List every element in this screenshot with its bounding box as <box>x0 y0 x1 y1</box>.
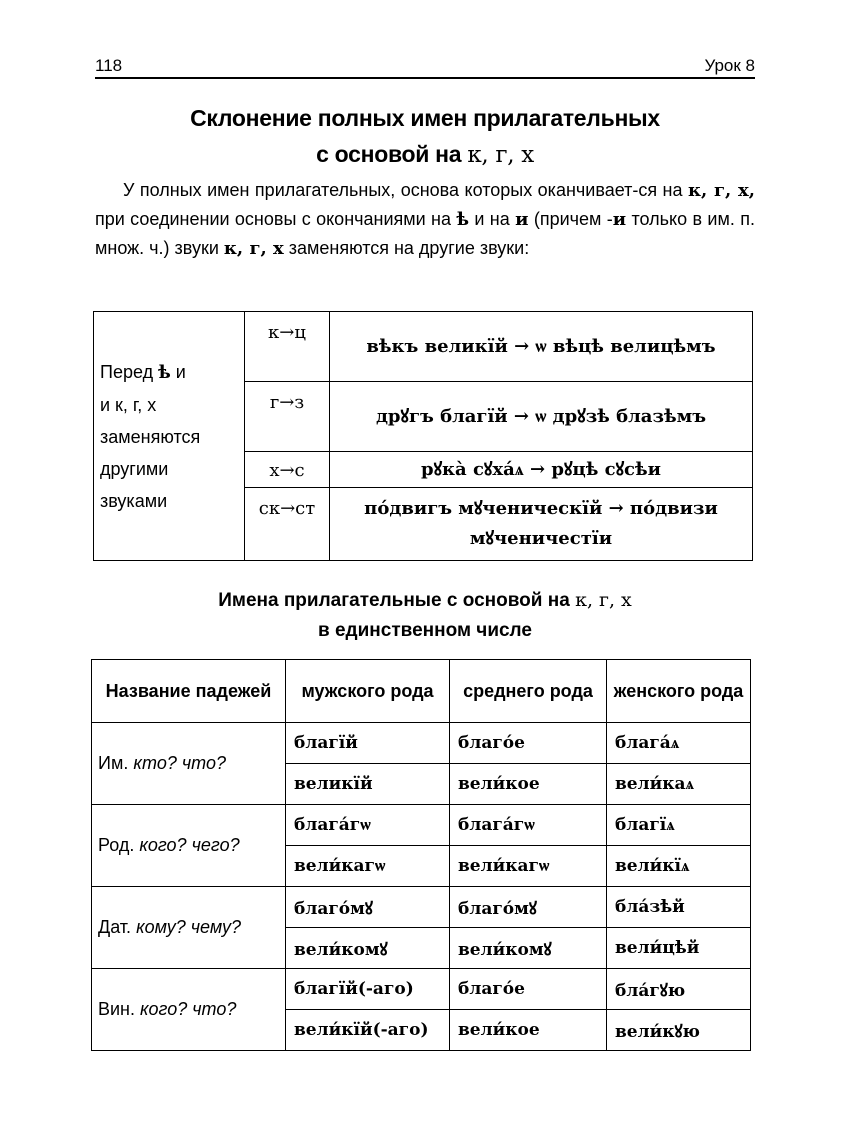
subtitle-line-2: в единственном числе <box>318 620 532 641</box>
intro-i: и <box>515 209 529 230</box>
section-subtitle <box>95 585 755 646</box>
intro-paragraph <box>95 176 755 263</box>
page-title <box>95 100 755 173</box>
table-row <box>92 723 751 764</box>
form-cell: вели́кꙋю <box>607 1010 751 1051</box>
table-row <box>92 887 751 928</box>
header-rule <box>95 77 755 79</box>
form-cell: благїй <box>286 723 450 764</box>
form-cell: вели́кое <box>450 1010 607 1051</box>
sound-pair: ск→ст <box>245 488 330 561</box>
intro-text-3: и на <box>474 209 510 229</box>
header-row <box>92 660 751 723</box>
lead-sounds: звуками <box>100 490 168 511</box>
sound-pair: г→з <box>245 382 330 452</box>
title-line-2: с основой на <box>316 141 462 167</box>
intro-letters-1: к, г, х, <box>687 180 755 201</box>
form-cell: вели́кїй(-аго) <box>286 1010 450 1051</box>
header-case: Название падежей <box>92 660 286 723</box>
intro-text-1: У полных имен прилагательных, основа которых оканчивает-ся на <box>123 180 683 200</box>
sound-pair: х→с <box>245 452 330 488</box>
form-cell: вели́каѧ <box>607 764 751 805</box>
example-cell: по́двигъ мꙋченическїй → по́двизи мꙋченичестїи <box>330 488 753 561</box>
form-cell: вели́кагѡ <box>286 846 450 887</box>
case-question: кто? что? <box>133 753 226 773</box>
form-cell: благо́е <box>450 723 607 764</box>
intro-i-2: и <box>612 209 627 230</box>
case-name: Род. <box>98 835 135 855</box>
example-cell: дрꙋгъ благїй → ѡ дрꙋзѣ блазѣмъ <box>330 382 753 452</box>
form-cell: бла́гꙋю <box>607 969 751 1010</box>
lead-other: другими <box>100 458 169 479</box>
sound-pair: к→ц <box>245 312 330 382</box>
lead-word: Перед <box>100 361 154 382</box>
form-cell: благо́мꙋ <box>450 887 607 928</box>
intro-text-2: при соединении основы с окончаниями на <box>95 209 452 229</box>
form-cell: благо́мꙋ <box>286 887 450 928</box>
header-neuter: среднего рода <box>450 660 607 723</box>
form-cell: блага́ѧ <box>607 723 751 764</box>
form-cell: блага́гѡ <box>450 805 607 846</box>
case-dative <box>92 887 286 969</box>
title-line-1: Склонение полных имен прилагательных <box>190 105 660 131</box>
case-name: Дат. <box>98 917 132 937</box>
declension-table <box>91 659 751 1051</box>
intro-text-4: (причем - <box>533 209 613 229</box>
form-cell: великїй <box>286 764 450 805</box>
intro-letters-2: к, г, х <box>223 238 284 259</box>
lead-yat: ѣ <box>158 361 171 383</box>
running-head <box>95 52 755 76</box>
rule-description <box>94 312 245 561</box>
form-cell: благїѧ <box>607 805 751 846</box>
form-cell: бла́зѣй <box>607 887 751 928</box>
case-nominative <box>92 723 286 805</box>
intro-text-5: только в им. п. множ. ч.) звуки <box>95 209 755 258</box>
example-cell: вѣкъ великїй → ѡ вѣцѣ велицѣмъ <box>330 312 753 382</box>
sound-change-table <box>93 311 753 561</box>
form-cell: вели́кое <box>450 764 607 805</box>
lead-replaced: заменяются <box>100 426 201 447</box>
page-number: 118 <box>95 56 123 75</box>
case-name: Вин. <box>98 999 136 1019</box>
case-accusative <box>92 969 286 1051</box>
form-cell: благо́е <box>450 969 607 1010</box>
table-row <box>92 805 751 846</box>
header-feminine: женского рода <box>607 660 751 723</box>
table-row <box>94 312 753 382</box>
form-cell: вели́кїѧ <box>607 846 751 887</box>
form-cell: вели́кагѡ <box>450 846 607 887</box>
form-cell: блага́гѡ <box>286 805 450 846</box>
case-question: кого? что? <box>140 999 237 1019</box>
intro-yat: ѣ <box>456 209 470 230</box>
section-label: Урок 8 <box>704 56 755 75</box>
form-cell: вели́комꙋ <box>286 928 450 969</box>
table-row <box>92 969 751 1010</box>
title-letters: к, г, х <box>467 142 534 168</box>
case-genitive <box>92 805 286 887</box>
case-question: кого? чего? <box>139 835 240 855</box>
lead-and: и <box>175 361 186 382</box>
subtitle-text: Имена прилагательные с основой на <box>218 590 570 611</box>
lead-letters: и к, г, х <box>100 394 157 415</box>
header-masculine: мужского рода <box>286 660 450 723</box>
case-question: кому? чему? <box>136 917 242 937</box>
case-name: Им. <box>98 753 129 773</box>
intro-text-6: заменяются на другие звуки: <box>288 238 530 258</box>
subtitle-letters: к, г, х <box>575 589 632 611</box>
form-cell: вели́комꙋ <box>450 928 607 969</box>
form-cell: вели́цѣй <box>607 928 751 969</box>
example-cell: рꙋка̀ сꙋха́ѧ → рꙋцѣ сꙋсѣи <box>330 452 753 488</box>
form-cell: благїй(-аго) <box>286 969 450 1010</box>
